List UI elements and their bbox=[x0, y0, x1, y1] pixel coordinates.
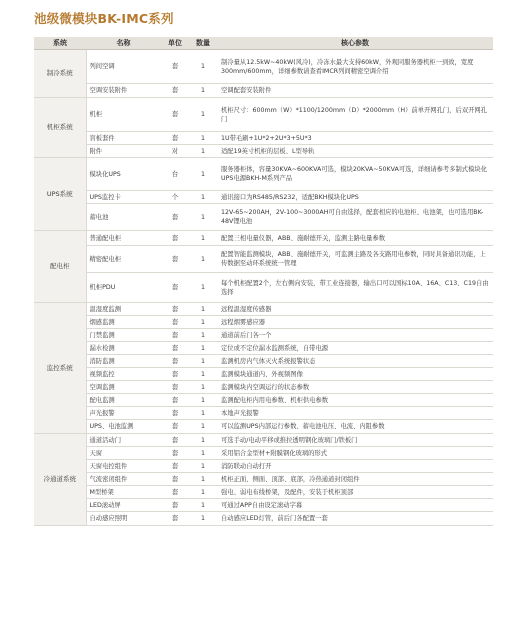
name-cell: UPS、电池监测 bbox=[86, 420, 161, 434]
qty-cell: 1 bbox=[189, 381, 217, 394]
qty-cell: 1 bbox=[189, 420, 217, 434]
unit-cell: 对 bbox=[161, 145, 189, 158]
qty-cell: 1 bbox=[189, 368, 217, 381]
name-cell: 通道活动门 bbox=[86, 434, 161, 447]
params-cell: 空调配套安装附件 bbox=[217, 84, 493, 98]
name-cell: 漏水检测 bbox=[86, 342, 161, 355]
name-cell: 模块化UPS bbox=[86, 158, 161, 191]
qty-cell: 1 bbox=[189, 447, 217, 460]
unit-cell: 套 bbox=[161, 460, 189, 473]
unit-cell: 个 bbox=[161, 191, 189, 204]
unit-cell: 套 bbox=[161, 381, 189, 394]
table-header-row bbox=[34, 37, 493, 50]
unit-cell: 套 bbox=[161, 407, 189, 420]
table-row bbox=[34, 368, 493, 381]
qty-cell: 1 bbox=[189, 342, 217, 355]
unit-cell: 套 bbox=[161, 316, 189, 329]
system-cell: 冷通道系统 bbox=[34, 434, 86, 526]
qty-cell: 1 bbox=[189, 407, 217, 420]
params-cell: 远程温湿度传感器 bbox=[217, 303, 493, 316]
name-cell: 机柜 bbox=[86, 98, 161, 132]
unit-cell: 套 bbox=[161, 98, 189, 132]
system-cell: UPS系统 bbox=[34, 158, 86, 231]
qty-cell: 1 bbox=[189, 204, 217, 231]
params-cell: 监测机房内气体灭火系统报警状态 bbox=[217, 355, 493, 368]
qty-cell: 1 bbox=[189, 145, 217, 158]
spec-table bbox=[34, 37, 493, 526]
qty-cell: 1 bbox=[189, 329, 217, 342]
table-row bbox=[34, 342, 493, 355]
name-cell: 天窗电控组件 bbox=[86, 460, 161, 473]
unit-cell: 套 bbox=[161, 394, 189, 407]
table-row bbox=[34, 499, 493, 512]
qty-cell: 1 bbox=[189, 191, 217, 204]
name-cell: 自动感应照明 bbox=[86, 512, 161, 526]
qty-cell: 1 bbox=[189, 316, 217, 329]
unit-cell: 套 bbox=[161, 512, 189, 526]
table-row bbox=[34, 381, 493, 394]
params-cell: 1U带毛刷+1U*2+2U*3+5U*3 bbox=[217, 132, 493, 145]
name-cell: 普通配电柜 bbox=[86, 231, 161, 246]
unit-cell: 套 bbox=[161, 434, 189, 447]
params-cell: 自动感应LED灯管，前后门各配置一套 bbox=[217, 512, 493, 526]
params-cell: 制冷量从12.5kW~40kW(风冷)，冷冻水最大支持60kW，外观同服务器机柜一到致，宽度300mm/600mm，详细参数请查看IMCR列间精密空调介绍 bbox=[217, 50, 493, 84]
name-cell: UPS监控卡 bbox=[86, 191, 161, 204]
unit-cell: 套 bbox=[161, 486, 189, 499]
params-cell: 采用铝合金型材+附膜钢化玻璃的形式 bbox=[217, 447, 493, 460]
params-cell: 机柜正面、侧面、顶部、底部，冷热通道封闭组件 bbox=[217, 473, 493, 486]
table-row bbox=[34, 191, 493, 204]
unit-cell: 套 bbox=[161, 473, 189, 486]
params-cell: 本地声光报警 bbox=[217, 407, 493, 420]
params-cell: 监测模块通道内、外视频图像 bbox=[217, 368, 493, 381]
unit-cell: 套 bbox=[161, 329, 189, 342]
name-cell: 蓄电池 bbox=[86, 204, 161, 231]
name-cell: 天窗 bbox=[86, 447, 161, 460]
unit-cell: 套 bbox=[161, 273, 189, 303]
table-row bbox=[34, 420, 493, 434]
qty-cell: 1 bbox=[189, 512, 217, 526]
table-row bbox=[34, 145, 493, 158]
unit-cell: 套 bbox=[161, 499, 189, 512]
params-cell: 可选手动/电动平移或推拉透明钢化玻璃门/铁板门 bbox=[217, 434, 493, 447]
table-row bbox=[34, 273, 493, 303]
name-cell: 附件 bbox=[86, 145, 161, 158]
unit-cell: 套 bbox=[161, 246, 189, 273]
params-cell: 12V-65~200AH，2V-100~3000AH可自由选择，配套相应的电池柜、电池架，也可选用BK-48V锂电池 bbox=[217, 204, 493, 231]
unit-cell: 套 bbox=[161, 420, 189, 434]
table-row bbox=[34, 486, 493, 499]
qty-cell: 1 bbox=[189, 434, 217, 447]
params-cell: 远程烟雾感应器 bbox=[217, 316, 493, 329]
qty-cell: 1 bbox=[189, 355, 217, 368]
qty-cell: 1 bbox=[189, 486, 217, 499]
params-cell: 适配19英寸机柜的层板、L型导轨 bbox=[217, 145, 493, 158]
name-cell: 消防监测 bbox=[86, 355, 161, 368]
unit-cell: 套 bbox=[161, 447, 189, 460]
unit-cell: 套 bbox=[161, 132, 189, 145]
params-cell: 监测配电柜内用电参数、机柜供电参数 bbox=[217, 394, 493, 407]
name-cell: 列间空调 bbox=[86, 50, 161, 84]
params-cell: 配置智能监测模块，ABB、施耐德开关，可监测主路及各支路用电参数，同时具备通讯功能，上传数据至动环系统统一管理 bbox=[217, 246, 493, 273]
table-row bbox=[34, 132, 493, 145]
params-cell: 每个机柜配置2个，左右侧向安装，带工业连接器，输出口可以国标10A、16A、C13、C19自由选择 bbox=[217, 273, 493, 303]
qty-cell: 1 bbox=[189, 273, 217, 303]
params-cell: 可以监测UPS内部运行参数、蓄电池电压、电流、内阻参数 bbox=[217, 420, 493, 434]
unit-cell: 套 bbox=[161, 303, 189, 316]
header-params: 核心参数 bbox=[217, 37, 493, 50]
name-cell: 视频监控 bbox=[86, 368, 161, 381]
system-cell: 配电柜 bbox=[34, 231, 86, 303]
header-name: 名称 bbox=[86, 37, 161, 50]
table-body bbox=[34, 50, 493, 526]
name-cell: 配电监测 bbox=[86, 394, 161, 407]
table-row bbox=[34, 460, 493, 473]
table-row bbox=[34, 303, 493, 316]
qty-cell: 1 bbox=[189, 50, 217, 84]
table-row bbox=[34, 246, 493, 273]
table-row bbox=[34, 231, 493, 246]
table-row bbox=[34, 355, 493, 368]
unit-cell: 套 bbox=[161, 342, 189, 355]
name-cell: 精密配电柜 bbox=[86, 246, 161, 273]
table-row bbox=[34, 158, 493, 191]
name-cell: LED滚动屏 bbox=[86, 499, 161, 512]
table-row bbox=[34, 316, 493, 329]
name-cell: 声光报警 bbox=[86, 407, 161, 420]
unit-cell: 套 bbox=[161, 84, 189, 98]
params-cell: 配置三相电量仪器，ABB、施耐德开关，监测主路电量参数 bbox=[217, 231, 493, 246]
params-cell: 服务器柜体，容量30KVA~600KVA可选，模块20KVA~50KVA可选，详细请参考多制式模块化UPS电源BKH-M系列产品 bbox=[217, 158, 493, 191]
unit-cell: 套 bbox=[161, 231, 189, 246]
table-row bbox=[34, 394, 493, 407]
table-row bbox=[34, 434, 493, 447]
qty-cell: 1 bbox=[189, 303, 217, 316]
params-cell: 可通过APP自由设定滚动字幕 bbox=[217, 499, 493, 512]
header-qty: 数量 bbox=[189, 37, 217, 50]
params-cell: 强电、弱电布线桥架，及配件，安装于机柜顶部 bbox=[217, 486, 493, 499]
table-row bbox=[34, 329, 493, 342]
name-cell: 门禁监测 bbox=[86, 329, 161, 342]
header-system: 系统 bbox=[34, 37, 86, 50]
table-row bbox=[34, 98, 493, 132]
qty-cell: 1 bbox=[189, 132, 217, 145]
name-cell: M型桥架 bbox=[86, 486, 161, 499]
qty-cell: 1 bbox=[189, 98, 217, 132]
params-cell: 消防联动自动打开 bbox=[217, 460, 493, 473]
unit-cell: 套 bbox=[161, 204, 189, 231]
system-cell: 制冷系统 bbox=[34, 50, 86, 98]
params-cell: 通道前后门各一个 bbox=[217, 329, 493, 342]
qty-cell: 1 bbox=[189, 499, 217, 512]
unit-cell: 套 bbox=[161, 50, 189, 84]
params-cell: 通讯接口为RS485/RS232，适配BKH模块化UPS bbox=[217, 191, 493, 204]
page-title: 池级微模块BK-IMC系列 bbox=[34, 11, 174, 26]
qty-cell: 1 bbox=[189, 246, 217, 273]
name-cell: 烟感监测 bbox=[86, 316, 161, 329]
params-cell: 机柜尺寸：600mm（W）*1100/1200mm（D）*2000mm（H）前单开网孔门，后双开网孔门 bbox=[217, 98, 493, 132]
table-row bbox=[34, 447, 493, 460]
qty-cell: 1 bbox=[189, 473, 217, 486]
unit-cell: 套 bbox=[161, 355, 189, 368]
name-cell: 气流密闭组件 bbox=[86, 473, 161, 486]
name-cell: 机柜PDU bbox=[86, 273, 161, 303]
table-row bbox=[34, 512, 493, 526]
table-row bbox=[34, 407, 493, 420]
params-cell: 定位或不定位漏水监测系统，自带电源 bbox=[217, 342, 493, 355]
unit-cell: 台 bbox=[161, 158, 189, 191]
params-cell: 监测模块内空调运行的状态参数 bbox=[217, 381, 493, 394]
name-cell: 盲板套件 bbox=[86, 132, 161, 145]
qty-cell: 1 bbox=[189, 394, 217, 407]
table-row bbox=[34, 50, 493, 84]
table-row bbox=[34, 473, 493, 486]
name-cell: 空调安装附件 bbox=[86, 84, 161, 98]
qty-cell: 1 bbox=[189, 84, 217, 98]
name-cell: 温湿度监测 bbox=[86, 303, 161, 316]
name-cell: 空调监测 bbox=[86, 381, 161, 394]
table-row bbox=[34, 84, 493, 98]
system-cell: 机柜系统 bbox=[34, 98, 86, 158]
table-row bbox=[34, 204, 493, 231]
header-unit: 单位 bbox=[161, 37, 189, 50]
unit-cell: 套 bbox=[161, 368, 189, 381]
qty-cell: 1 bbox=[189, 460, 217, 473]
qty-cell: 1 bbox=[189, 158, 217, 191]
qty-cell: 1 bbox=[189, 231, 217, 246]
system-cell: 监控系统 bbox=[34, 303, 86, 434]
